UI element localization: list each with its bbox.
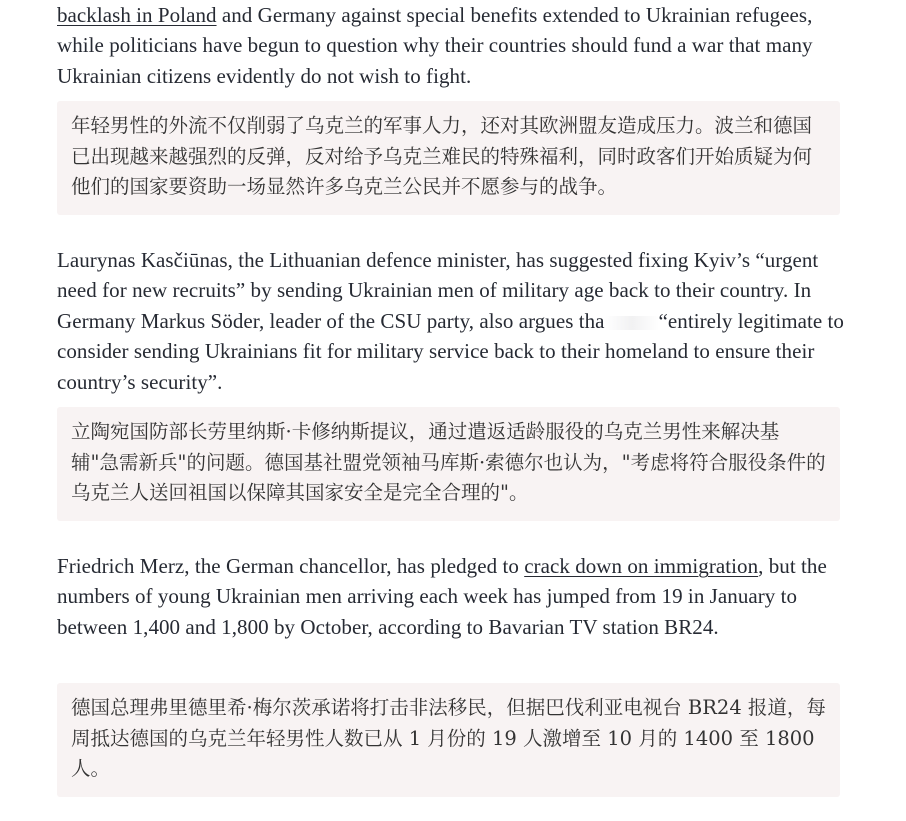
paragraph-english-1 [57,0,847,91]
paragraph-text: Friedrich Merz, the German chancellor, has pledged to [57,554,525,578]
translation-text: 立陶宛国防部长劳里纳斯·卡修纳斯提议，通过遣返适龄服役的乌克兰男性来解决基辅"急需新兵"的问题。德国基社盟党领袖马库斯·索德尔也认为，"考虑将符合服役条件的乌克兰人送回祖国以保障其国家安全是完全合理的"。 [71,420,826,504]
link-crack-down-on-immigration[interactable]: crack down on immigration [524,554,759,578]
translation-text: 年轻男性的外流不仅削弱了乌克兰的军事人力，还对其欧洲盟友造成压力。波兰和德国已出现越来越强烈的反弹，反对给予乌克兰难民的特殊福利，同时政客们开始质疑为何他们的国家要资助一场显然许多乌克兰公民并不愿参与的战争。 [71,114,813,198]
paragraph-english-2 [57,245,847,397]
paragraph-text: “entirely legitimate to consider sending Ukrainians fit for military service back to their homeland to ensure their country’s security”. [57,308,844,394]
link-backlash-in-poland[interactable]: backlash in Poland [57,3,217,27]
paragraph-text: Laurynas Kasčiūnas, the Lithuanian defence minister, has suggested fixing Kyiv’s “urgent need for new recruits” by sending Ukrainian men of military age back to their country. In Germany Markus Söder, leader of the CSU party, also argues tha [57,248,819,333]
paragraph-text: and Germany against special benefits extended to Ukrainian refugees, while politicians have begun to question why their countries should fund a war that many Ukrainian citizens evidently do not wish to fight. [57,3,813,88]
translation-block-1 [57,101,840,215]
translation-block-3 [57,683,840,797]
translation-block-2 [57,407,840,521]
paragraph-text: , but the numbers of young Ukrainian men arriving each week has jumped from 19 in January to between 1,400 and 1,800 by October, according to Bavarian TV station BR24. [57,554,827,639]
paragraph-english-3 [57,551,847,642]
translation-text: 德国总理弗里德里希·梅尔茨承诺将打击非法移民，但据巴伐利亚电视台 BR24 报道，每周抵达德国的乌克兰年轻男性人数已从 1 月份的 19 人激增至 10 月的 1400 至 1800 人。 [71,696,826,780]
redacted-text-gap [605,316,659,330]
